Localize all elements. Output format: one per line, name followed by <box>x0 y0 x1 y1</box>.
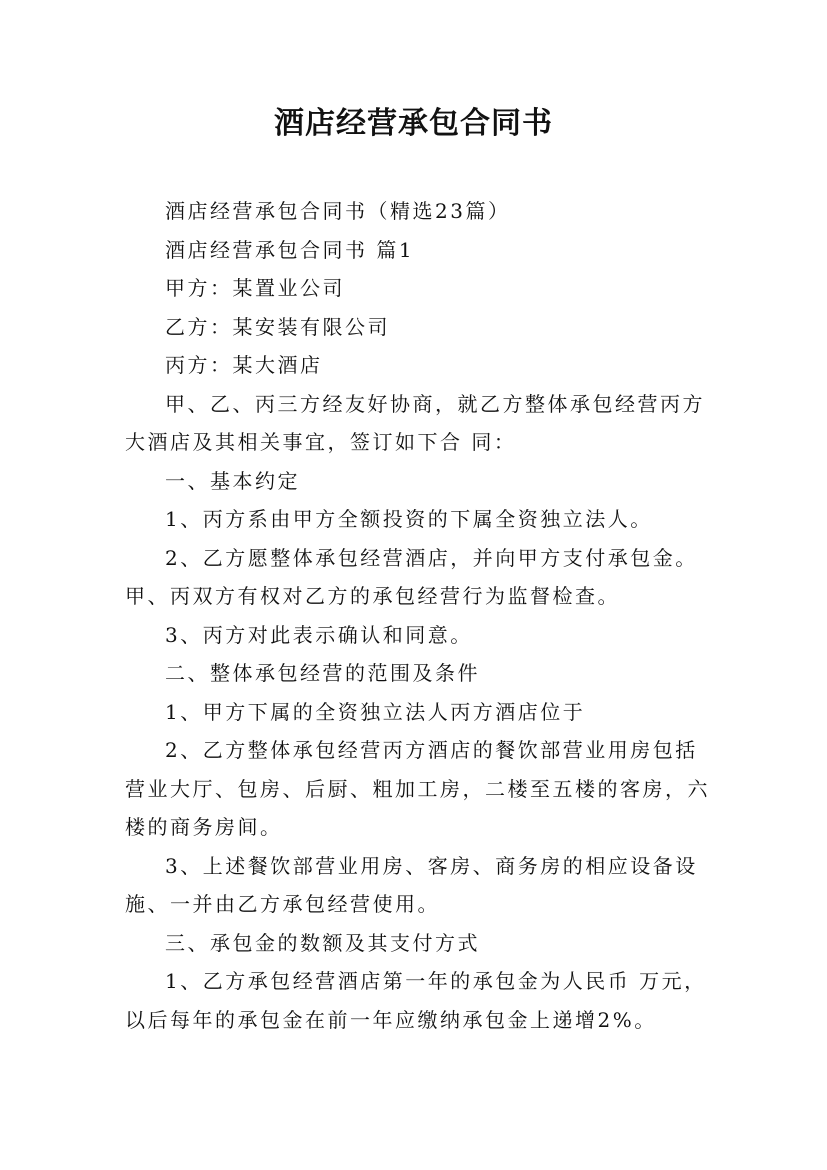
paragraph-subtitle: 酒店经营承包合同书（精选23篇） <box>165 199 511 223</box>
paragraph-heading-payment: 三、承包金的数额及其支付方式 <box>165 930 480 955</box>
paragraph-clause: 3、上述餐饮部营业用房、客房、商务房的相应设备设施、一并由乙方承包经营使用。 <box>125 853 698 916</box>
paragraph-party-b: 乙方：某安装有限公司 <box>165 314 390 339</box>
paragraph-clause: 2、乙方整体承包经营丙方酒店的餐饮部营业用房包括营业大厅、包房、后厨、粗加工房，二楼至五楼的客房，六楼的商务房间。 <box>125 738 710 839</box>
paragraph-clause: 1、甲方下属的全资独立法人丙方酒店位于 <box>165 699 586 724</box>
paragraph-clause: 3、丙方对此表示确认和同意。 <box>165 622 473 647</box>
paragraph-section-heading: 酒店经营承包合同书 篇1 <box>165 237 415 262</box>
paragraph-party-a: 甲方：某置业公司 <box>165 276 345 300</box>
paragraph-party-c: 丙方：某大酒店 <box>165 353 323 377</box>
paragraph-clause: 1、乙方承包经营酒店第一年的承包金为人民币 万元，以后每年的承包金在前一年应缴纳承包金上递增2%。 <box>125 969 707 1032</box>
paragraph-preamble: 甲、乙、丙三方经友好协商，就乙方整体承包经营丙方大酒店及其相关事宜，签订如下合 同： <box>125 391 705 454</box>
paragraph-clause: 1、丙方系由甲方全额投资的下属全资独立法人。 <box>165 507 653 531</box>
document-title: 酒店经营承包合同书 <box>274 106 553 141</box>
paragraph-heading-basic: 一、基本约定 <box>165 468 300 493</box>
document-body <box>125 192 710 1039</box>
paragraph-heading-scope: 二、整体承包经营的范围及条件 <box>165 661 480 685</box>
paragraph-clause: 2、乙方愿整体承包经营酒店，并向甲方支付承包金。甲、丙双方有权对乙方的承包经营行为监督检查。 <box>125 545 698 608</box>
